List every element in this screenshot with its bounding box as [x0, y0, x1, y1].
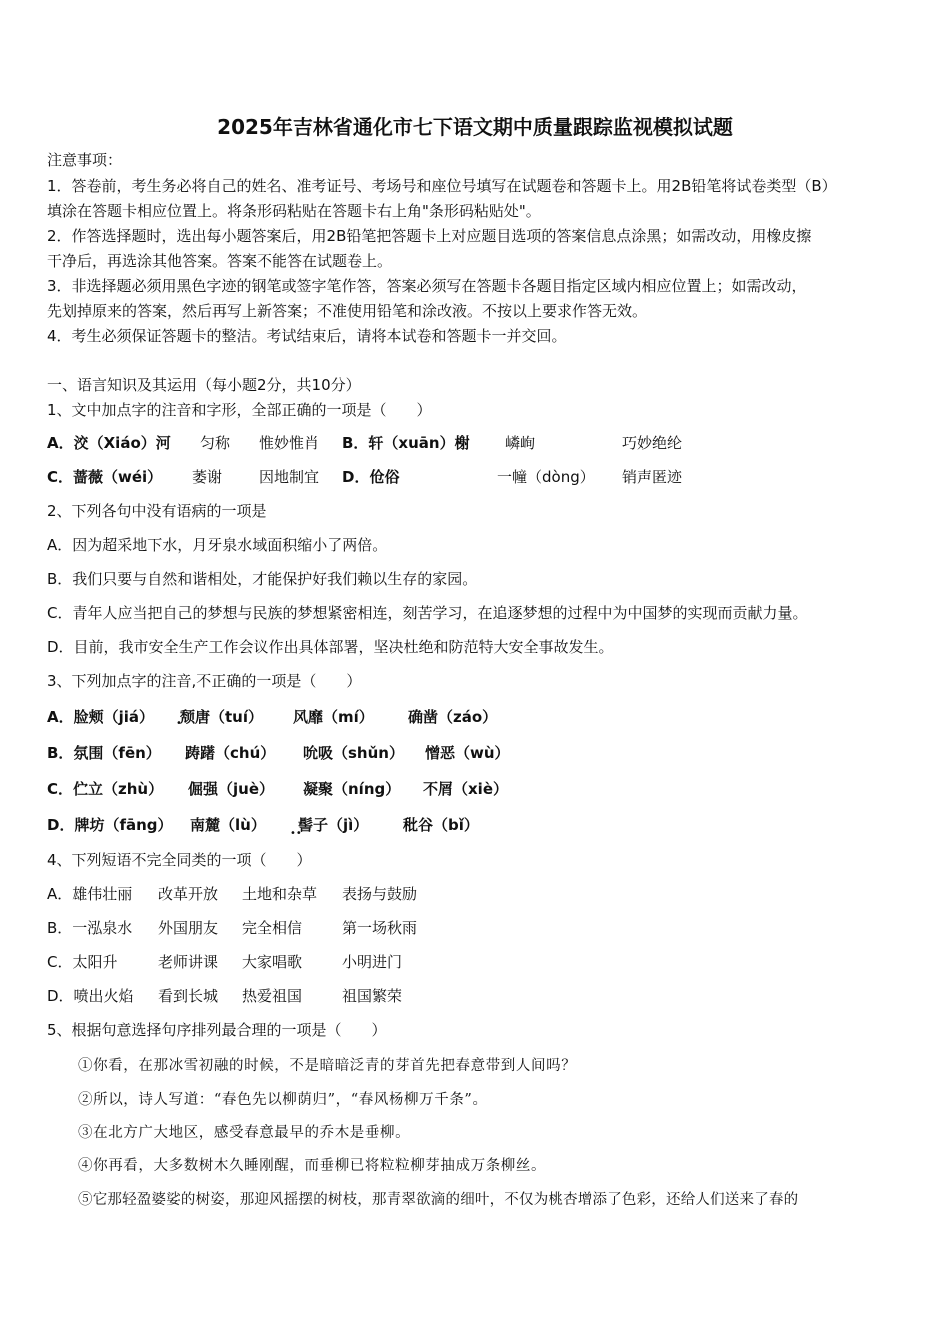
- q1-option-a-item: 惟妙惟肖: [259, 434, 320, 452]
- q3-option-b-item: 吮吸（shǔn）: [303, 744, 404, 762]
- section-heading: 一、语言知识及其运用（每小题2分，共10分）: [47, 376, 361, 394]
- notice-line: 填涂在答题卡相应位置上。将条形码粘贴在答题卡右上角"条形码粘贴处"。: [47, 202, 541, 220]
- notice-line: 先划掉原来的答案，然后再写上新答案；不准使用铅笔和涂改液。不按以上要求作答无效。: [47, 302, 648, 320]
- question-2-stem: 2、下列各句中没有语病的一项是: [47, 502, 267, 520]
- question-3-stem: 3、下列加点字的注音,不正确的一项是（ ）: [47, 672, 362, 690]
- q3-option-c-item: 倔强（juè）: [188, 780, 274, 798]
- q1-option-c: C．蔷薇（wéi）: [47, 468, 163, 486]
- page-title: 2025年吉林省通化市七下语文期中质量跟踪监视模拟试题: [217, 115, 733, 139]
- q4-option-d-item: 看到长城: [158, 987, 219, 1005]
- q4-option-b-item: 第一场秋雨: [342, 919, 418, 937]
- q3-option-d-item: 南麓（lù）: [190, 816, 266, 834]
- q4-option-c-item: 小明进门: [342, 953, 403, 971]
- emphasis-dot: •: [176, 718, 182, 729]
- q5-sentence-1: ①你看，在那冰雪初融的时候，不是暗暗泛青的芽首先把春意带到人间吗？: [78, 1058, 577, 1074]
- q3-option-a-item: 确凿（záo）: [408, 708, 498, 726]
- q4-option-d: D．喷出火焰: [47, 987, 134, 1005]
- q4-option-b-item: 完全相信: [242, 919, 303, 937]
- q2-option-d: D．目前，我市安全生产工作会议作出具体部署，坚决杜绝和防范特大安全事故发生。: [47, 638, 614, 656]
- q4-option-a: A．雄伟壮丽: [47, 885, 133, 903]
- q1-option-d-item: 销声匿迹: [622, 468, 683, 486]
- q2-option-c: C．青年人应当把自己的梦想与民族的梦想紧密相连，刻苦学习，在追逐梦想的过程中为中国梦的实现而贡献力量。: [47, 604, 808, 622]
- q5-sentence-5: ⑤它那轻盈婆娑的树姿，那迎风摇摆的树枝，那青翠欲滴的细叶，不仅为桃杏增添了色彩，还给人们送来了春的: [78, 1192, 799, 1208]
- question-4-stem: 4、下列短语不完全同类的一项（ ）: [47, 851, 312, 869]
- q1-option-d-item: 一幢（dòng）: [497, 468, 595, 486]
- q4-option-d-item: 祖国繁荣: [342, 987, 403, 1005]
- q4-option-a-item: 改革开放: [158, 885, 219, 903]
- q3-option-c-item: 不屑（xiè）: [423, 780, 508, 798]
- q5-sentence-3: ③在北方广大地区，感受春意最早的乔木是垂柳。: [78, 1125, 411, 1141]
- question-5-stem: 5、根据句意选择句序排列最合理的一项是（ ）: [47, 1021, 387, 1039]
- emphasis-dot: ••: [290, 828, 302, 839]
- notice-heading: 注意事项：: [47, 151, 123, 169]
- q3-option-d-item: 髻子（jì）: [298, 816, 369, 834]
- q1-option-b-item: 嶙峋: [505, 434, 536, 452]
- q4-option-c: C．太阳升: [47, 953, 118, 971]
- q1-option-c-item: 萎谢: [192, 468, 223, 486]
- q4-option-b-item: 外国朋友: [158, 919, 219, 937]
- q1-option-c-item: 因地制宜: [259, 468, 320, 486]
- q3-option-d-item: 秕谷（bǐ）: [403, 816, 479, 834]
- q3-option-b-item: 憎恶（wù）: [425, 744, 510, 762]
- q3-option-c-item: 凝聚（níng）: [303, 780, 401, 798]
- notice-line: 1．答卷前，考生务必将自己的姓名、准考证号、考场号和座位号填写在试题卷和答题卡上。用2B铅笔将试卷类型（B）: [47, 177, 837, 195]
- notice-line: 2．作答选择题时，选出每小题答案后，用2B铅笔把答题卡上对应题目选项的答案信息点涂黑；如需改动，用橡皮擦: [47, 227, 812, 245]
- q3-option-b-item: 踌躇（chú）: [185, 744, 276, 762]
- q1-option-d: D．伧俗: [342, 468, 400, 486]
- q5-sentence-4: ④你再看，大多数树木久睡刚醒，而垂柳已将粒粒柳芽抽成万条柳丝。: [78, 1158, 547, 1174]
- q1-option-b-item: 巧妙绝纶: [622, 434, 683, 452]
- q4-option-a-item: 土地和杂草: [242, 885, 318, 903]
- q2-option-b: B．我们只要与自然和谐相处，才能保护好我们赖以生存的家园。: [47, 570, 478, 588]
- q5-sentence-2: ②所以，诗人写道：“春色先以柳荫归”，“春风杨柳万千条”。: [78, 1092, 488, 1108]
- q4-option-b: B．一泓泉水: [47, 919, 133, 937]
- q3-option-a-item: 风靡（mí）: [293, 708, 374, 726]
- q4-option-a-item: 表扬与鼓励: [342, 885, 418, 903]
- q3-option-a: A．脸颊（jiá）: [47, 708, 155, 726]
- q4-option-d-item: 热爱祖国: [242, 987, 303, 1005]
- notice-line: 干净后，再选涂其他答案。答案不能答在试题卷上。: [47, 252, 393, 270]
- q3-option-a-item: 颓唐（tuí）: [180, 708, 263, 726]
- question-1-stem: 1、文中加点字的注音和字形，全部正确的一项是（ ）: [47, 401, 432, 419]
- q3-option-c: C．伫立（zhù）: [47, 780, 164, 798]
- q2-option-a: A．因为超采地下水，月牙泉水域面积缩小了两倍。: [47, 536, 388, 554]
- q1-option-a: A．洨（Xiáo）河: [47, 434, 171, 452]
- q3-option-d: D．牌坊（fāng）: [47, 816, 173, 834]
- notice-line: 3．非选择题必须用黑色字迹的钢笔或签字笔作答，答案必须写在答题卡各题目指定区域内相应位置上；如需改动，: [47, 277, 807, 295]
- q1-option-b: B．轩（xuān）榭: [342, 434, 470, 452]
- q4-option-c-item: 老师讲课: [158, 953, 219, 971]
- q4-option-c-item: 大家唱歌: [242, 953, 303, 971]
- q3-option-b: B．氛围（fēn）: [47, 744, 161, 762]
- notice-line: 4．考生必须保证答题卡的整洁。考试结束后，请将本试卷和答题卡一并交回。: [47, 327, 567, 345]
- q1-option-a-item: 匀称: [200, 434, 231, 452]
